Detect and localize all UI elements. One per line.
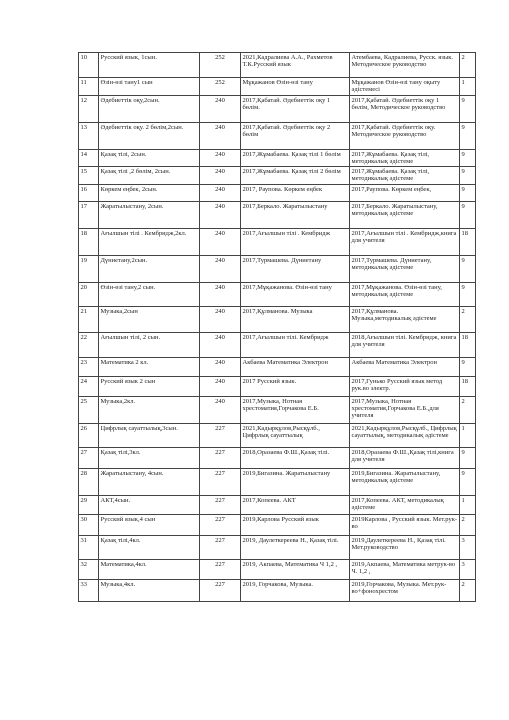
table-row [79, 167, 476, 185]
methodical-cell: 2017,Қабатай. Әдебиеттік оқу 1 бөлім, Методическое руководство [350, 95, 460, 122]
table-row [79, 376, 476, 396]
subject-cell: Көркем еңбек, 2сын. [99, 184, 200, 201]
row-number: 21 [79, 306, 99, 332]
methodical-cell: 2019,Акпаева, Математика метрук-во Ч. 1,2 , [350, 559, 460, 579]
student-count: 240 [200, 95, 241, 122]
subject-cell: Музыка,4кл. [99, 579, 200, 601]
quantity-cell: 2 [460, 579, 476, 601]
quantity-cell: 18 [460, 376, 476, 396]
student-count: 240 [200, 167, 241, 185]
table-row [79, 95, 476, 122]
student-count: 227 [200, 535, 241, 559]
subject-cell: Қазақ тілі ,2 бөлім, 2сын. [99, 167, 200, 185]
row-number: 27 [79, 447, 99, 468]
subject-cell: Жаратылыстану, 2сын. [99, 201, 200, 228]
table-row [79, 514, 476, 535]
student-count: 252 [200, 53, 241, 78]
methodical-cell: 2021,Кадырқұлов,Рысқұлб., Цифрлық сауаттылық, методикалық әдістеме [350, 423, 460, 447]
textbook-cell: 2019, Даулеткереева Н., Қазақ тілі. [241, 535, 350, 559]
methodical-cell: 2017,Турмашева. Дүниетану, методикалық әдістеме [350, 255, 460, 282]
row-number: 11 [79, 78, 99, 96]
subject-cell: Өзін-өзі тану,2 сын. [99, 282, 200, 306]
textbook-table [78, 52, 476, 602]
textbook-cell: 2017,Қабатай. Әдебиеттік оқу 1 бөлім. [241, 95, 350, 122]
methodical-cell: 2017,Гунько Русский язык метод рук.во электр. [350, 376, 460, 396]
subject-cell: Ағылшын тілі . Кембридж,2кл. [99, 228, 200, 255]
subject-cell: Цифрлық сауаттылық,3сын. [99, 423, 200, 447]
textbook-cell: 2017,Копеева. АКТ [241, 495, 350, 514]
textbook-cell: 2019, Акпаева, Математика Ч 1,2 , [241, 559, 350, 579]
quantity-cell: 9 [460, 201, 476, 228]
quantity-cell: 9 [460, 184, 476, 201]
row-number: 22 [79, 332, 99, 357]
textbook-cell: 2017,Жұмабаева. Қазақ тілі 2 бөлім [241, 167, 350, 185]
student-count: 240 [200, 376, 241, 396]
row-number: 16 [79, 184, 99, 201]
table-row [79, 149, 476, 167]
student-count: 240 [200, 149, 241, 167]
row-number: 30 [79, 514, 99, 535]
table-row [79, 53, 476, 78]
subject-cell: Математика 2 кл. [99, 357, 200, 376]
student-count: 227 [200, 559, 241, 579]
methodical-cell: 2017,Жұмабаева. Қазақ тілі, методикалық әдістеме [350, 167, 460, 185]
student-count: 240 [200, 282, 241, 306]
subject-cell: Әдебиеттік оқу. 2 бөлім,2сын. [99, 122, 200, 149]
row-number: 10 [79, 53, 99, 78]
table-row [79, 468, 476, 495]
textbook-cell: 2017,Музыка, Нотная хрестоматия,Горчакова Е.Б. [241, 396, 350, 423]
quantity-cell: 9 [460, 282, 476, 306]
table-row [79, 396, 476, 423]
textbook-cell: 2017 Русский язык. [241, 376, 350, 396]
methodical-cell: 2017,Раупова. Көркем еңбек, [350, 184, 460, 201]
quantity-cell: 9 [460, 95, 476, 122]
textbook-cell: 2019,Карлова Русский язык [241, 514, 350, 535]
row-number: 13 [79, 122, 99, 149]
table-row [79, 559, 476, 579]
textbook-cell: 2017,Ағылшын тілі . Кембридж [241, 228, 350, 255]
table-row [79, 282, 476, 306]
textbook-cell: Мұқажанов Өзін-өзі тану [241, 78, 350, 96]
table-row [79, 332, 476, 357]
table-row [79, 184, 476, 201]
row-number: 32 [79, 559, 99, 579]
table-row [79, 423, 476, 447]
student-count: 227 [200, 468, 241, 495]
textbook-cell: 2017,Жұмабаева. Қазақ тілі 1 бөлім [241, 149, 350, 167]
methodical-cell: 2017,Ағылшын тілі . Кембридж,книга для учителя [350, 228, 460, 255]
methodical-cell: 2019,Бигазина. Жаратылыстану, методикалық әдістеме [350, 468, 460, 495]
quantity-cell: 9 [460, 149, 476, 167]
student-count: 240 [200, 306, 241, 332]
row-number: 26 [79, 423, 99, 447]
student-count: 227 [200, 514, 241, 535]
methodical-cell: 2018,Ағылшын тілі. Кембридж, книга для учителя [350, 332, 460, 357]
textbook-cell: 2017,Ағылшын тілі. Кембридж [241, 332, 350, 357]
textbook-cell: 2017,Қабатай. Әдебиеттік оқу 2 бөлім [241, 122, 350, 149]
row-number: 31 [79, 535, 99, 559]
subject-cell: Өзін-өзі тану1 сын [99, 78, 200, 96]
methodical-cell: 2017,Мұқажанова. Өзін-өзі тану, методикалық әдістеме [350, 282, 460, 306]
methodical-cell: 2017,Жұмабаева. Қазақ тілі, методикалық әдістеме [350, 149, 460, 167]
quantity-cell: 18 [460, 332, 476, 357]
textbook-cell: 2017,Мұқажанова. Өзін-өзі тану [241, 282, 350, 306]
student-count: 240 [200, 332, 241, 357]
student-count: 240 [200, 184, 241, 201]
row-number: 24 [79, 376, 99, 396]
row-number: 15 [79, 167, 99, 185]
row-number: 28 [79, 468, 99, 495]
methodical-cell: 2019,Даулеткереева Н., Қазақ тілі. Мет.руководство [350, 535, 460, 559]
student-count: 240 [200, 255, 241, 282]
table-row [79, 78, 476, 96]
table-row [79, 447, 476, 468]
student-count: 240 [200, 122, 241, 149]
table-row [79, 495, 476, 514]
student-count: 240 [200, 396, 241, 423]
row-number: 23 [79, 357, 99, 376]
subject-cell: Қазақ тілі,4кл. [99, 535, 200, 559]
methodical-cell: 2019Карлова , Русский язык. Мет.рук-во [350, 514, 460, 535]
subject-cell: Музыка,2сын [99, 306, 200, 332]
subject-cell: Қазақ тілі,3кл. [99, 447, 200, 468]
student-count: 252 [200, 78, 241, 96]
quantity-cell: 2 [460, 396, 476, 423]
quantity-cell: 9 [460, 447, 476, 468]
row-number: 29 [79, 495, 99, 514]
quantity-cell: 2 [460, 514, 476, 535]
textbook-cell: Акбаева Математика Электрон [241, 357, 350, 376]
textbook-cell: 2017,Беркало. Жаратылыстану [241, 201, 350, 228]
quantity-cell: 2 [460, 53, 476, 78]
table-row [79, 228, 476, 255]
student-count: 227 [200, 579, 241, 601]
row-number: 33 [79, 579, 99, 601]
row-number: 14 [79, 149, 99, 167]
textbook-cell: 2021,Кадралиева А.А., Рахметов Т.К.Русский язык [241, 53, 350, 78]
methodical-cell: 2017,Қабатай. Әдебиеттік оқу. Методическое руководство [350, 122, 460, 149]
quantity-cell: 1 [460, 495, 476, 514]
methodical-cell: Мұқажанов Өзін-өзі тану оқыту әдістемесі [350, 78, 460, 96]
textbook-cell: 2019,Бигазина. Жаратылыстану [241, 468, 350, 495]
student-count: 240 [200, 201, 241, 228]
quantity-cell: 9 [460, 167, 476, 185]
table-row [79, 306, 476, 332]
methodical-cell: Атембаева, Кадралиева, Русск. язык. Методическое руководство [350, 53, 460, 78]
subject-cell: Математика,4кл. [99, 559, 200, 579]
subject-cell: Музыка,2кл. [99, 396, 200, 423]
textbook-cell: 2021,Кадырқұлов,Рысқұлб., Цифрлық сауаттылық [241, 423, 350, 447]
subject-cell: Жаратылыстану, 4сын. [99, 468, 200, 495]
methodical-cell: Акбаева Математика Электрон [350, 357, 460, 376]
quantity-cell: 2 [460, 306, 476, 332]
table-row [79, 122, 476, 149]
subject-cell: АКТ,4сын. [99, 495, 200, 514]
methodical-cell: 2017,Музыка, Нотная хрестоматия,Горчакова Е.Б.,для учителя [350, 396, 460, 423]
row-number: 18 [79, 228, 99, 255]
textbook-cell: 2019, Горчакова, Музыка. [241, 579, 350, 601]
student-count: 240 [200, 357, 241, 376]
quantity-cell: 3 [460, 535, 476, 559]
quantity-cell: 3 [460, 559, 476, 579]
textbook-cell: 2017,Құлманова. Музыка [241, 306, 350, 332]
methodical-cell: 2017,Құлманова. Музыка,методикалық әдістеме [350, 306, 460, 332]
row-number: 20 [79, 282, 99, 306]
subject-cell: Әдебиеттік оқу,2сын. [99, 95, 200, 122]
subject-cell: Русский язык,4 сын [99, 514, 200, 535]
subject-cell: Русский язык, 1сын. [99, 53, 200, 78]
textbook-cell: 2017, Раупова. Көркем еңбек [241, 184, 350, 201]
quantity-cell: 9 [460, 468, 476, 495]
table-row [79, 535, 476, 559]
student-count: 227 [200, 447, 241, 468]
textbook-cell: 2018,Оразаева Ф.Ш.,Қазақ тілі. [241, 447, 350, 468]
quantity-cell: 1 [460, 78, 476, 96]
quantity-cell: 18 [460, 228, 476, 255]
subject-cell: Дүниетану,2сын. [99, 255, 200, 282]
table-row [79, 579, 476, 601]
student-count: 227 [200, 495, 241, 514]
row-number: 19 [79, 255, 99, 282]
methodical-cell: 2019,Горчакова, Музыка. Мет.рук-во+фонохрестом [350, 579, 460, 601]
row-number: 17 [79, 201, 99, 228]
row-number: 25 [79, 396, 99, 423]
methodical-cell: 2017,Беркало. Жаратылыстану, методикалық әдістеме [350, 201, 460, 228]
subject-cell: Ағылшын тілі, 2 сын. [99, 332, 200, 357]
quantity-cell: 1 [460, 423, 476, 447]
table-row [79, 357, 476, 376]
subject-cell: Русский язык 2 сын [99, 376, 200, 396]
table-row [79, 201, 476, 228]
methodical-cell: 2017,Копеева. АКТ, методикалық әдістеме [350, 495, 460, 514]
methodical-cell: 2018,Оразаева Ф.Ш.,Қазақ тілі,книга для учителя [350, 447, 460, 468]
row-number: 12 [79, 95, 99, 122]
student-count: 227 [200, 423, 241, 447]
textbook-cell: 2017,Турмашева. Дүниетану [241, 255, 350, 282]
quantity-cell: 9 [460, 122, 476, 149]
quantity-cell: 9 [460, 255, 476, 282]
document-page [78, 52, 468, 716]
table-body [79, 53, 476, 602]
quantity-cell: 9 [460, 357, 476, 376]
table-row [79, 255, 476, 282]
student-count: 240 [200, 228, 241, 255]
subject-cell: Қазақ тілі, 2сын. [99, 149, 200, 167]
